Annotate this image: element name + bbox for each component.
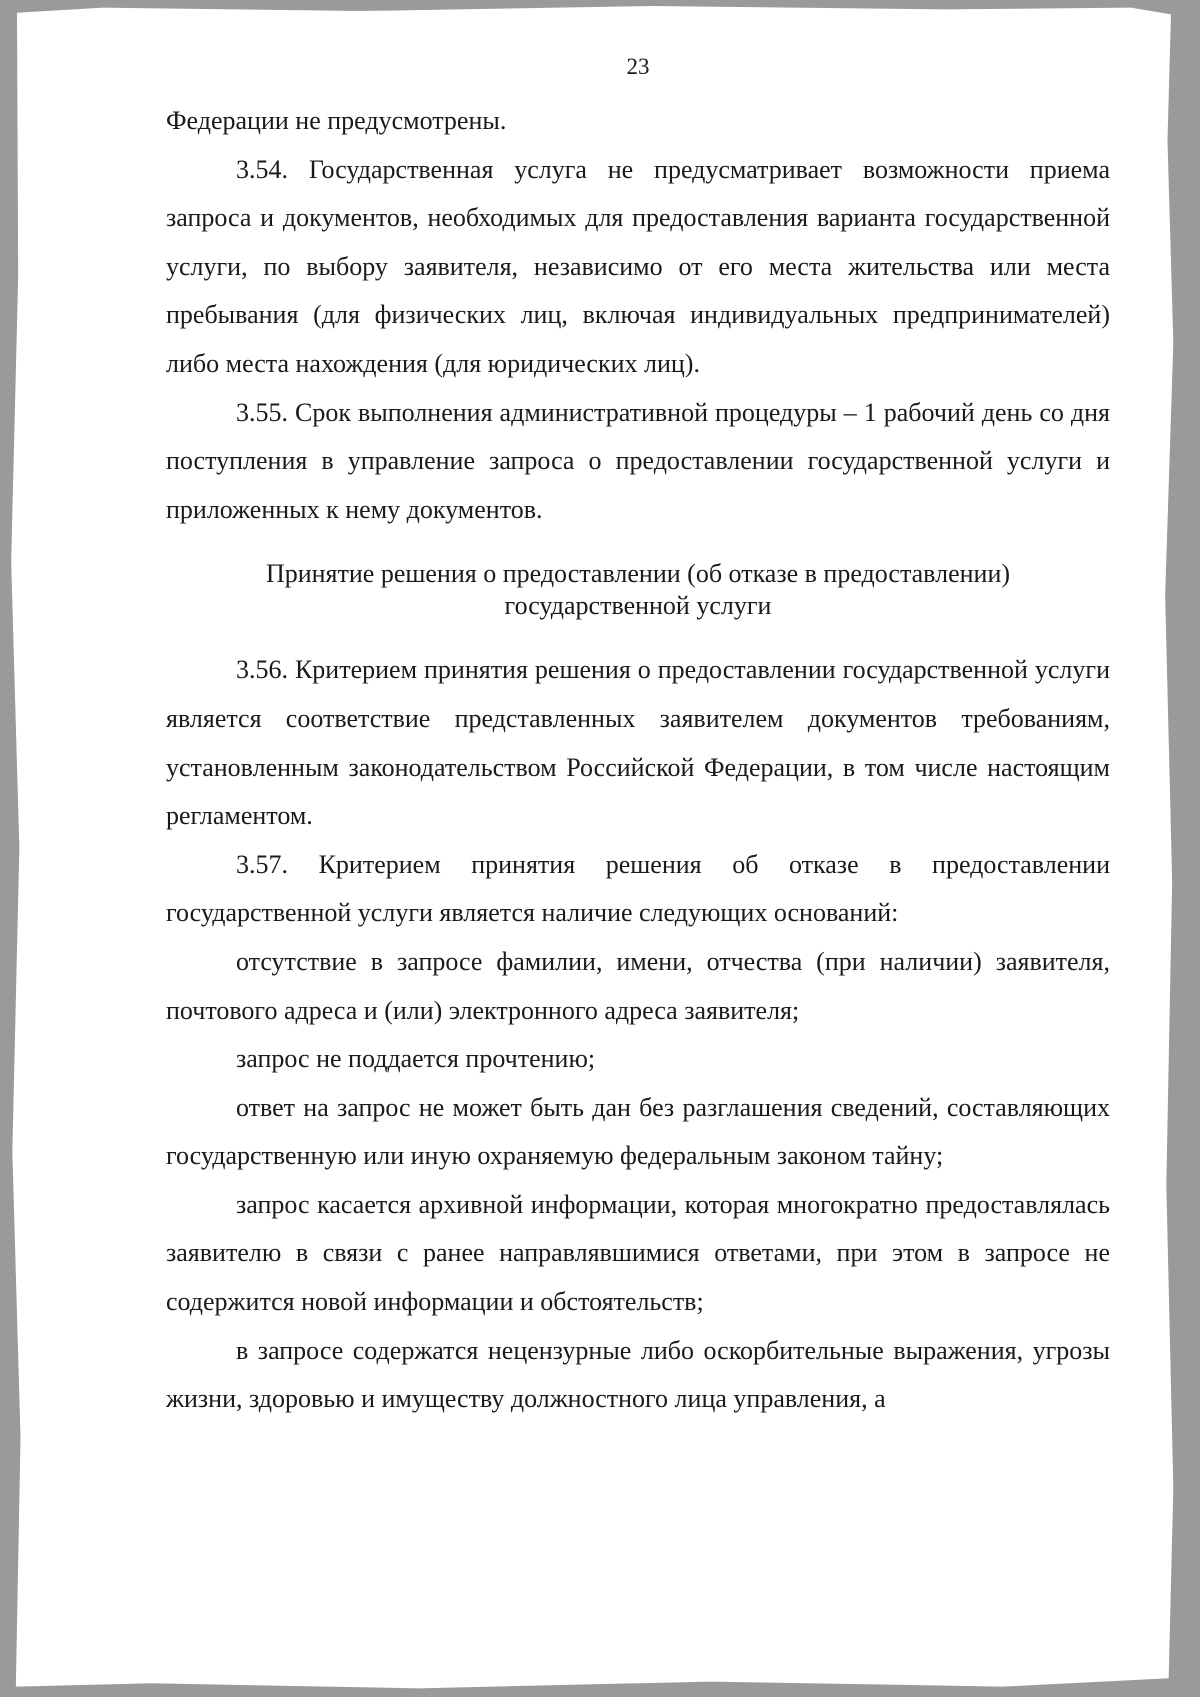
paragraph-3-54: 3.54. Государственная услуга не предусматривает возможности приема запроса и документов, необходимых для предоставления варианта государственной услуги, по выбору заявителя, независимо от его места жительства или места пребывания (для физических лиц, включая индивидуальных предпринимателей) либо места нахождения (для юридических лиц). [166, 154, 1110, 378]
list-item-missing-name: отсутствие в запросе фамилии, имени, отчества (при наличии) заявителя, почтового адреса и (или) электронного адреса заявителя; [166, 946, 1110, 1025]
list-item-unreadable: запрос не поддается прочтению; [236, 1044, 596, 1074]
section-heading [166, 558, 1110, 622]
paragraph-3-57: 3.57. Критерием принятия решения об отказе в предоставлении государственной услуги является наличие следующих оснований: [166, 849, 1110, 928]
paragraph-continuation: Федерации не предусмотрены. [166, 106, 507, 135]
list-item-archive-repeat: запрос касается архивной информации, которая многократно предоставлялась заявителю в связи с ранее направлявшимися ответами, при этом в запросе не содержится новой информации и обстоятельств; [166, 1189, 1110, 1317]
text-block [166, 97, 1110, 1424]
page-number: 23 [626, 54, 650, 79]
paragraph-3-56: 3.56. Критерием принятия решения о предоставлении государственной услуги является соответствие представленных заявителем документов требованиям, установленным законодательством Российской Федерации, в том числе настоящим регламентом. [166, 655, 1110, 831]
list-item-offensive: в запросе содержатся нецензурные либо оскорбительные выражения, угрозы жизни, здоровью и имуществу должностного лица управления, а [166, 1335, 1110, 1414]
section-heading-line-1: Принятие решения о предоставлении (об отказе в предоставлении) [265, 559, 1011, 589]
section-heading-line-2: государственной услуги [504, 591, 772, 621]
list-item-secret-info: ответ на запрос не может быть дан без разглашения сведений, составляющих государственную или иную охраняемую федеральным законом тайну; [166, 1092, 1110, 1171]
paragraph-3-55: 3.55. Срок выполнения административной процедуры – 1 рабочий день со дня поступления в управление запроса о предоставлении государственной услуги и приложенных к нему документов. [166, 397, 1110, 524]
